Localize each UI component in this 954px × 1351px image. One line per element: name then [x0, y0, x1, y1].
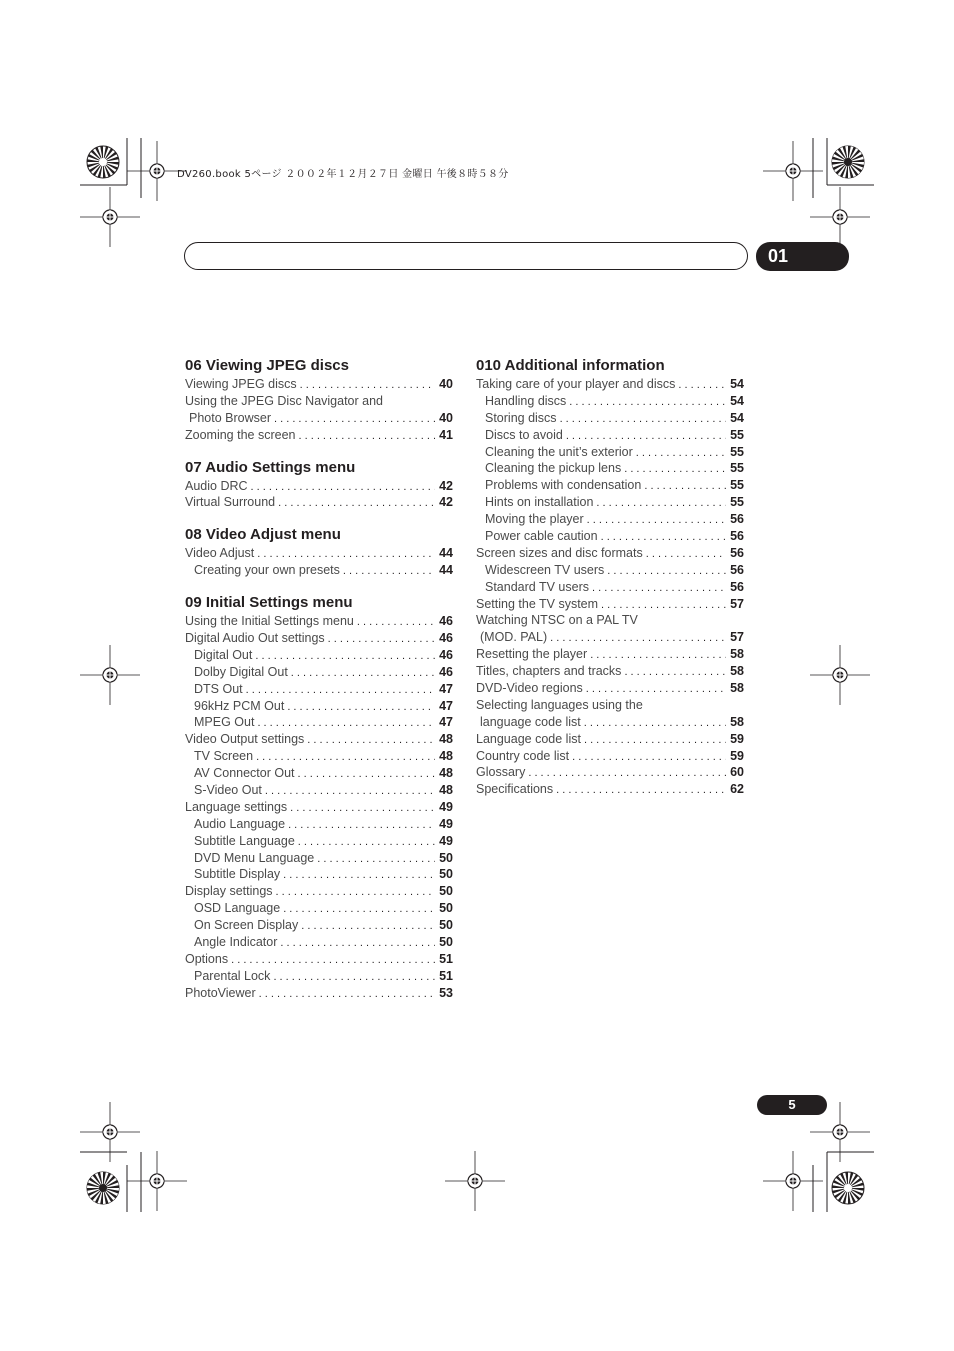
- toc-entry-label: Storing discs: [485, 410, 557, 425]
- toc-entry-label: language code list: [480, 714, 581, 729]
- toc-entry-page: 50: [439, 884, 453, 899]
- toc-entry-label: Video Output settings: [185, 732, 305, 747]
- toc-entry-page: 58: [730, 714, 744, 729]
- section-title: 06 Viewing JPEG discs: [185, 357, 349, 374]
- toc-entry-label: MPEG Out: [194, 715, 255, 730]
- toc-entry-page: 41: [439, 427, 453, 442]
- toc-entry-page: 40: [439, 377, 453, 391]
- toc-entry-label: Zooming the screen: [185, 427, 296, 442]
- toc-entry: [185, 562, 453, 579]
- toc-entry-page: 62: [730, 782, 744, 797]
- dot-leader: [587, 512, 726, 529]
- dot-leader: [298, 834, 435, 851]
- starburst-target: [87, 146, 119, 178]
- dot-leader: [288, 817, 435, 834]
- dot-leader: [646, 546, 726, 563]
- toc-section: [185, 593, 453, 1001]
- toc-entry: [185, 630, 453, 647]
- toc-entry: [185, 985, 453, 1002]
- toc-entry-label: Options: [185, 951, 229, 966]
- toc-entry: [476, 562, 744, 579]
- toc-entry-label: Country code list: [476, 748, 570, 763]
- toc-entry-page: 57: [730, 596, 744, 611]
- dot-leader: [291, 665, 435, 682]
- section-title: 010 Additional information: [476, 357, 665, 374]
- dot-leader: [584, 732, 726, 749]
- dot-leader: [280, 935, 435, 952]
- toc-entry: [476, 528, 744, 545]
- toc-entry: [185, 647, 453, 664]
- toc-entry-label: TV Screen: [194, 749, 254, 764]
- toc-entry-label: Viewing JPEG discs: [185, 377, 297, 391]
- toc-entry: [185, 900, 453, 917]
- registration-crosshair: [80, 1102, 140, 1162]
- toc-entry: [476, 697, 744, 714]
- toc-entry-page: 48: [439, 783, 453, 798]
- toc-entry: [476, 781, 744, 798]
- toc-entry-label: Digital Audio Out settings: [185, 631, 325, 646]
- toc-section: [185, 525, 453, 579]
- toc-entry-page: 55: [730, 427, 744, 442]
- toc-entry-label: Virtual Surround: [185, 495, 276, 510]
- registration-crosshair: [763, 1151, 823, 1211]
- toc-entry-page: 47: [439, 681, 453, 696]
- dot-leader: [259, 986, 435, 1003]
- toc-entry-label: Using the JPEG Disc Navigator and: [185, 393, 384, 408]
- toc-entry: [476, 477, 744, 494]
- toc-section: [185, 458, 453, 512]
- toc-entry-label: (MOD. PAL): [480, 630, 548, 645]
- toc-entry: [185, 478, 453, 495]
- dot-leader: [566, 428, 726, 445]
- toc-entry-label: Dolby Digital Out: [194, 664, 288, 679]
- toc-entry: [185, 698, 453, 715]
- toc-entry-label: Subtitle Language: [194, 833, 295, 848]
- toc-entry-page: 56: [730, 529, 744, 544]
- toc-entry-page: 46: [439, 614, 453, 629]
- toc-entry-page: 56: [730, 545, 744, 560]
- toc-entry: [185, 934, 453, 951]
- toc-entry: [185, 917, 453, 934]
- toc-entry-label: Discs to avoid: [485, 427, 563, 442]
- toc-entry: [476, 646, 744, 663]
- toc-entry-page: 57: [730, 630, 744, 645]
- registration-crosshair: [810, 645, 870, 705]
- dot-leader: [601, 597, 726, 614]
- toc-entry-label: Photo Browser: [189, 410, 271, 425]
- dot-leader: [528, 765, 726, 782]
- dot-leader: [357, 614, 435, 631]
- toc-entry-page: 58: [730, 681, 744, 696]
- chapter-title-bar: [184, 242, 748, 270]
- toc-entry-page: 58: [730, 647, 744, 662]
- dot-leader: [231, 952, 435, 969]
- toc-entry-label: Audio DRC: [185, 478, 248, 493]
- toc-entry-label: DTS Out: [194, 681, 243, 696]
- toc-entry: [185, 883, 453, 900]
- toc-entry-label: Language settings: [185, 799, 288, 814]
- toc-entry-label: Hints on installation: [485, 495, 594, 510]
- toc-entry: [185, 765, 453, 782]
- toc-entry: [476, 663, 744, 680]
- toc-entry-label: Digital Out: [194, 647, 253, 662]
- toc-right-column: [476, 356, 744, 812]
- toc-entry-label: Glossary: [476, 765, 526, 780]
- dot-leader: [274, 411, 435, 428]
- dot-leader: [584, 715, 726, 732]
- registration-crosshair: [763, 141, 823, 201]
- toc-entry: [185, 731, 453, 748]
- toc-entry-page: 48: [439, 749, 453, 764]
- toc-entry-page: 47: [439, 715, 453, 730]
- starburst-target: [87, 1172, 119, 1204]
- dot-leader: [678, 377, 726, 394]
- starburst-target: [832, 146, 864, 178]
- toc-entry: [476, 511, 744, 528]
- dot-leader: [596, 495, 726, 512]
- toc-entry-label: AV Connector Out: [194, 766, 295, 781]
- toc-entry-page: 54: [730, 377, 744, 391]
- toc-entry-label: Cleaning the unit’s exterior: [485, 444, 633, 459]
- toc-entry-label: Cleaning the pickup lens: [485, 461, 622, 476]
- toc-entry-page: 46: [439, 664, 453, 679]
- toc-entry: [476, 460, 744, 477]
- dot-leader: [592, 580, 726, 597]
- toc-entry-page: 50: [439, 850, 453, 865]
- toc-entry-label: PhotoViewer: [185, 985, 256, 1000]
- dot-leader: [246, 682, 435, 699]
- dot-leader: [644, 478, 726, 495]
- toc-entry-page: 40: [439, 410, 453, 425]
- dot-leader: [328, 631, 435, 648]
- toc-entry-page: 48: [439, 732, 453, 747]
- dot-leader: [276, 884, 436, 901]
- toc-entry: [476, 629, 744, 646]
- toc-entry: [476, 596, 744, 613]
- dot-leader: [601, 529, 727, 546]
- toc-entry-page: 59: [730, 748, 744, 763]
- dot-leader: [590, 647, 726, 664]
- toc-entry-page: 42: [439, 495, 453, 510]
- toc-entry: [185, 850, 453, 867]
- dot-leader: [287, 699, 435, 716]
- toc-entry-label: Video Adjust: [185, 546, 255, 561]
- toc-entry-label: Moving the player: [485, 512, 584, 527]
- chapter-number-tab: 01: [756, 242, 849, 271]
- starburst-target: [832, 1172, 864, 1204]
- toc-entry: [185, 664, 453, 681]
- toc-entry-page: 44: [439, 563, 453, 578]
- registration-crosshair: [445, 1151, 505, 1211]
- dot-leader: [301, 918, 435, 935]
- toc-entry-page: 46: [439, 631, 453, 646]
- toc-entry-label: Angle Indicator: [194, 935, 278, 950]
- toc-entry: [476, 714, 744, 731]
- dot-leader: [251, 479, 436, 496]
- dot-leader: [257, 546, 435, 563]
- registration-crosshair: [80, 187, 140, 247]
- toc-entry: [185, 410, 453, 427]
- toc-entry: [185, 427, 453, 444]
- toc-entry-label: On Screen Display: [194, 918, 299, 933]
- toc-entry-page: 55: [730, 444, 744, 459]
- toc-entry-page: 49: [439, 833, 453, 848]
- dot-leader: [636, 445, 726, 462]
- toc-entry: [185, 714, 453, 731]
- toc-entry-label: OSD Language: [194, 901, 281, 916]
- dot-leader: [283, 901, 435, 918]
- print-file-header: DV260.book 5ページ ２００２年１２月２７日 金曜日 午後８時５８分: [177, 169, 509, 180]
- dot-leader: [586, 681, 726, 698]
- toc-section: [185, 356, 453, 444]
- toc-entry: [476, 612, 744, 629]
- dot-leader: [273, 969, 435, 986]
- toc-entry: [476, 410, 744, 427]
- toc-entry-page: 54: [730, 393, 744, 408]
- dot-leader: [265, 783, 435, 800]
- toc-entry-label: Power cable caution: [485, 529, 598, 544]
- toc-entry-label: Subtitle Display: [194, 867, 281, 882]
- toc-entry-label: DVD-Video regions: [476, 681, 583, 696]
- dot-leader: [560, 411, 727, 428]
- toc-entry: [185, 951, 453, 968]
- dot-leader: [607, 563, 726, 580]
- toc-entry-label: Widescreen TV users: [485, 562, 605, 577]
- toc-entry-page: 55: [730, 461, 744, 476]
- toc-entry-label: Language code list: [476, 731, 581, 746]
- toc-entry: [476, 764, 744, 781]
- toc-section: [476, 356, 744, 798]
- section-title: 07 Audio Settings menu: [185, 458, 356, 476]
- toc-entry-page: 54: [730, 410, 744, 425]
- dot-leader: [256, 749, 435, 766]
- toc-entry-label: Taking care of your player and discs: [476, 377, 676, 391]
- toc-entry-page: 55: [730, 495, 744, 510]
- toc-entry-label: Problems with condensation: [485, 478, 642, 493]
- toc-entry-label: Resetting the player: [476, 647, 588, 662]
- page-number-badge: 5: [757, 1095, 827, 1115]
- section-title: 09 Initial Settings menu: [185, 594, 353, 612]
- toc-entry: [476, 579, 744, 596]
- toc-entry-page: 58: [730, 664, 744, 679]
- toc-entry-label: Display settings: [185, 884, 273, 899]
- toc-entry-page: 56: [730, 512, 744, 527]
- toc-entry-page: 59: [730, 731, 744, 746]
- dot-leader: [283, 867, 435, 884]
- dot-leader: [307, 732, 435, 749]
- dot-leader: [278, 495, 435, 512]
- toc-entry-page: 49: [439, 816, 453, 831]
- toc-entry-label: Watching NTSC on a PAL TV: [476, 613, 638, 628]
- dot-leader: [257, 715, 435, 732]
- dot-leader: [550, 630, 726, 647]
- dot-leader: [343, 563, 435, 580]
- toc-entry-page: 50: [439, 935, 453, 950]
- registration-crosshair: [127, 1151, 187, 1211]
- toc-entry-page: 53: [439, 985, 453, 1000]
- registration-crosshair: [80, 645, 140, 705]
- toc-entry-label: Standard TV users: [485, 579, 589, 594]
- toc-entry: [476, 427, 744, 444]
- dot-leader: [298, 428, 435, 445]
- toc-entry: [185, 799, 453, 816]
- toc-entry-label: Using the Initial Settings menu: [185, 614, 354, 629]
- toc-entry-label: S-Video Out: [194, 783, 262, 798]
- dot-leader: [317, 851, 435, 868]
- toc-entry: [476, 494, 744, 511]
- toc-entry-label: Titles, chapters and tracks: [476, 664, 622, 679]
- dot-leader: [556, 782, 726, 799]
- toc-entry-label: Audio Language: [194, 816, 286, 831]
- toc-entry-page: 44: [439, 546, 453, 561]
- registration-crosshair: [810, 187, 870, 247]
- toc-entry-label: Parental Lock: [194, 968, 271, 983]
- toc-entry: [185, 782, 453, 799]
- toc-entry: [185, 393, 453, 410]
- toc-entry-page: 50: [439, 901, 453, 916]
- toc-left-column: [185, 356, 453, 1016]
- toc-entry-label: Selecting languages using the: [476, 697, 643, 712]
- toc-entry-page: 60: [730, 765, 744, 780]
- toc-entry-page: 49: [439, 799, 453, 814]
- dot-leader: [572, 749, 726, 766]
- toc-entry: [476, 393, 744, 410]
- toc-entry: [185, 613, 453, 630]
- toc-entry-label: Handling discs: [485, 393, 567, 408]
- dot-leader: [569, 394, 726, 411]
- toc-entry: [185, 545, 453, 562]
- toc-entry: [185, 866, 453, 883]
- dot-leader: [255, 648, 435, 665]
- toc-entry-label: Specifications: [476, 782, 554, 797]
- toc-entry-page: 56: [730, 579, 744, 594]
- toc-entry: [476, 680, 744, 697]
- toc-entry: [476, 731, 744, 748]
- toc-entry: [185, 748, 453, 765]
- toc-entry-page: 55: [730, 478, 744, 493]
- dot-leader: [300, 377, 435, 394]
- toc-entry-page: 56: [730, 562, 744, 577]
- toc-entry-page: 42: [439, 478, 453, 493]
- dot-leader: [624, 664, 726, 681]
- toc-entry-label: Setting the TV system: [476, 596, 599, 611]
- toc-entry: [476, 545, 744, 562]
- section-title: 08 Video Adjust menu: [185, 526, 341, 544]
- toc-entry-label: Screen sizes and disc formats: [476, 545, 643, 560]
- toc-entry: [185, 494, 453, 511]
- toc-entry-label: 96kHz PCM Out: [194, 698, 285, 713]
- dot-leader: [290, 800, 435, 817]
- toc-entry-page: 47: [439, 698, 453, 713]
- toc-entry: [185, 681, 453, 698]
- toc-entry: [185, 833, 453, 850]
- dot-leader: [624, 461, 726, 478]
- toc-entry-page: 50: [439, 867, 453, 882]
- toc-entry: [185, 968, 453, 985]
- toc-entry-page: 51: [439, 951, 453, 966]
- toc-entry-page: 51: [439, 968, 453, 983]
- toc-entry-label: Creating your own presets: [194, 563, 340, 578]
- toc-entry: [185, 376, 453, 393]
- toc-entry-page: 48: [439, 766, 453, 781]
- toc-entry: [476, 376, 744, 393]
- toc-entry: [476, 748, 744, 765]
- toc-entry: [476, 444, 744, 461]
- toc-entry-page: 50: [439, 918, 453, 933]
- toc-entry: [185, 816, 453, 833]
- dot-leader: [298, 766, 436, 783]
- toc-entry-label: DVD Menu Language: [194, 850, 315, 865]
- toc-entry-page: 46: [439, 647, 453, 662]
